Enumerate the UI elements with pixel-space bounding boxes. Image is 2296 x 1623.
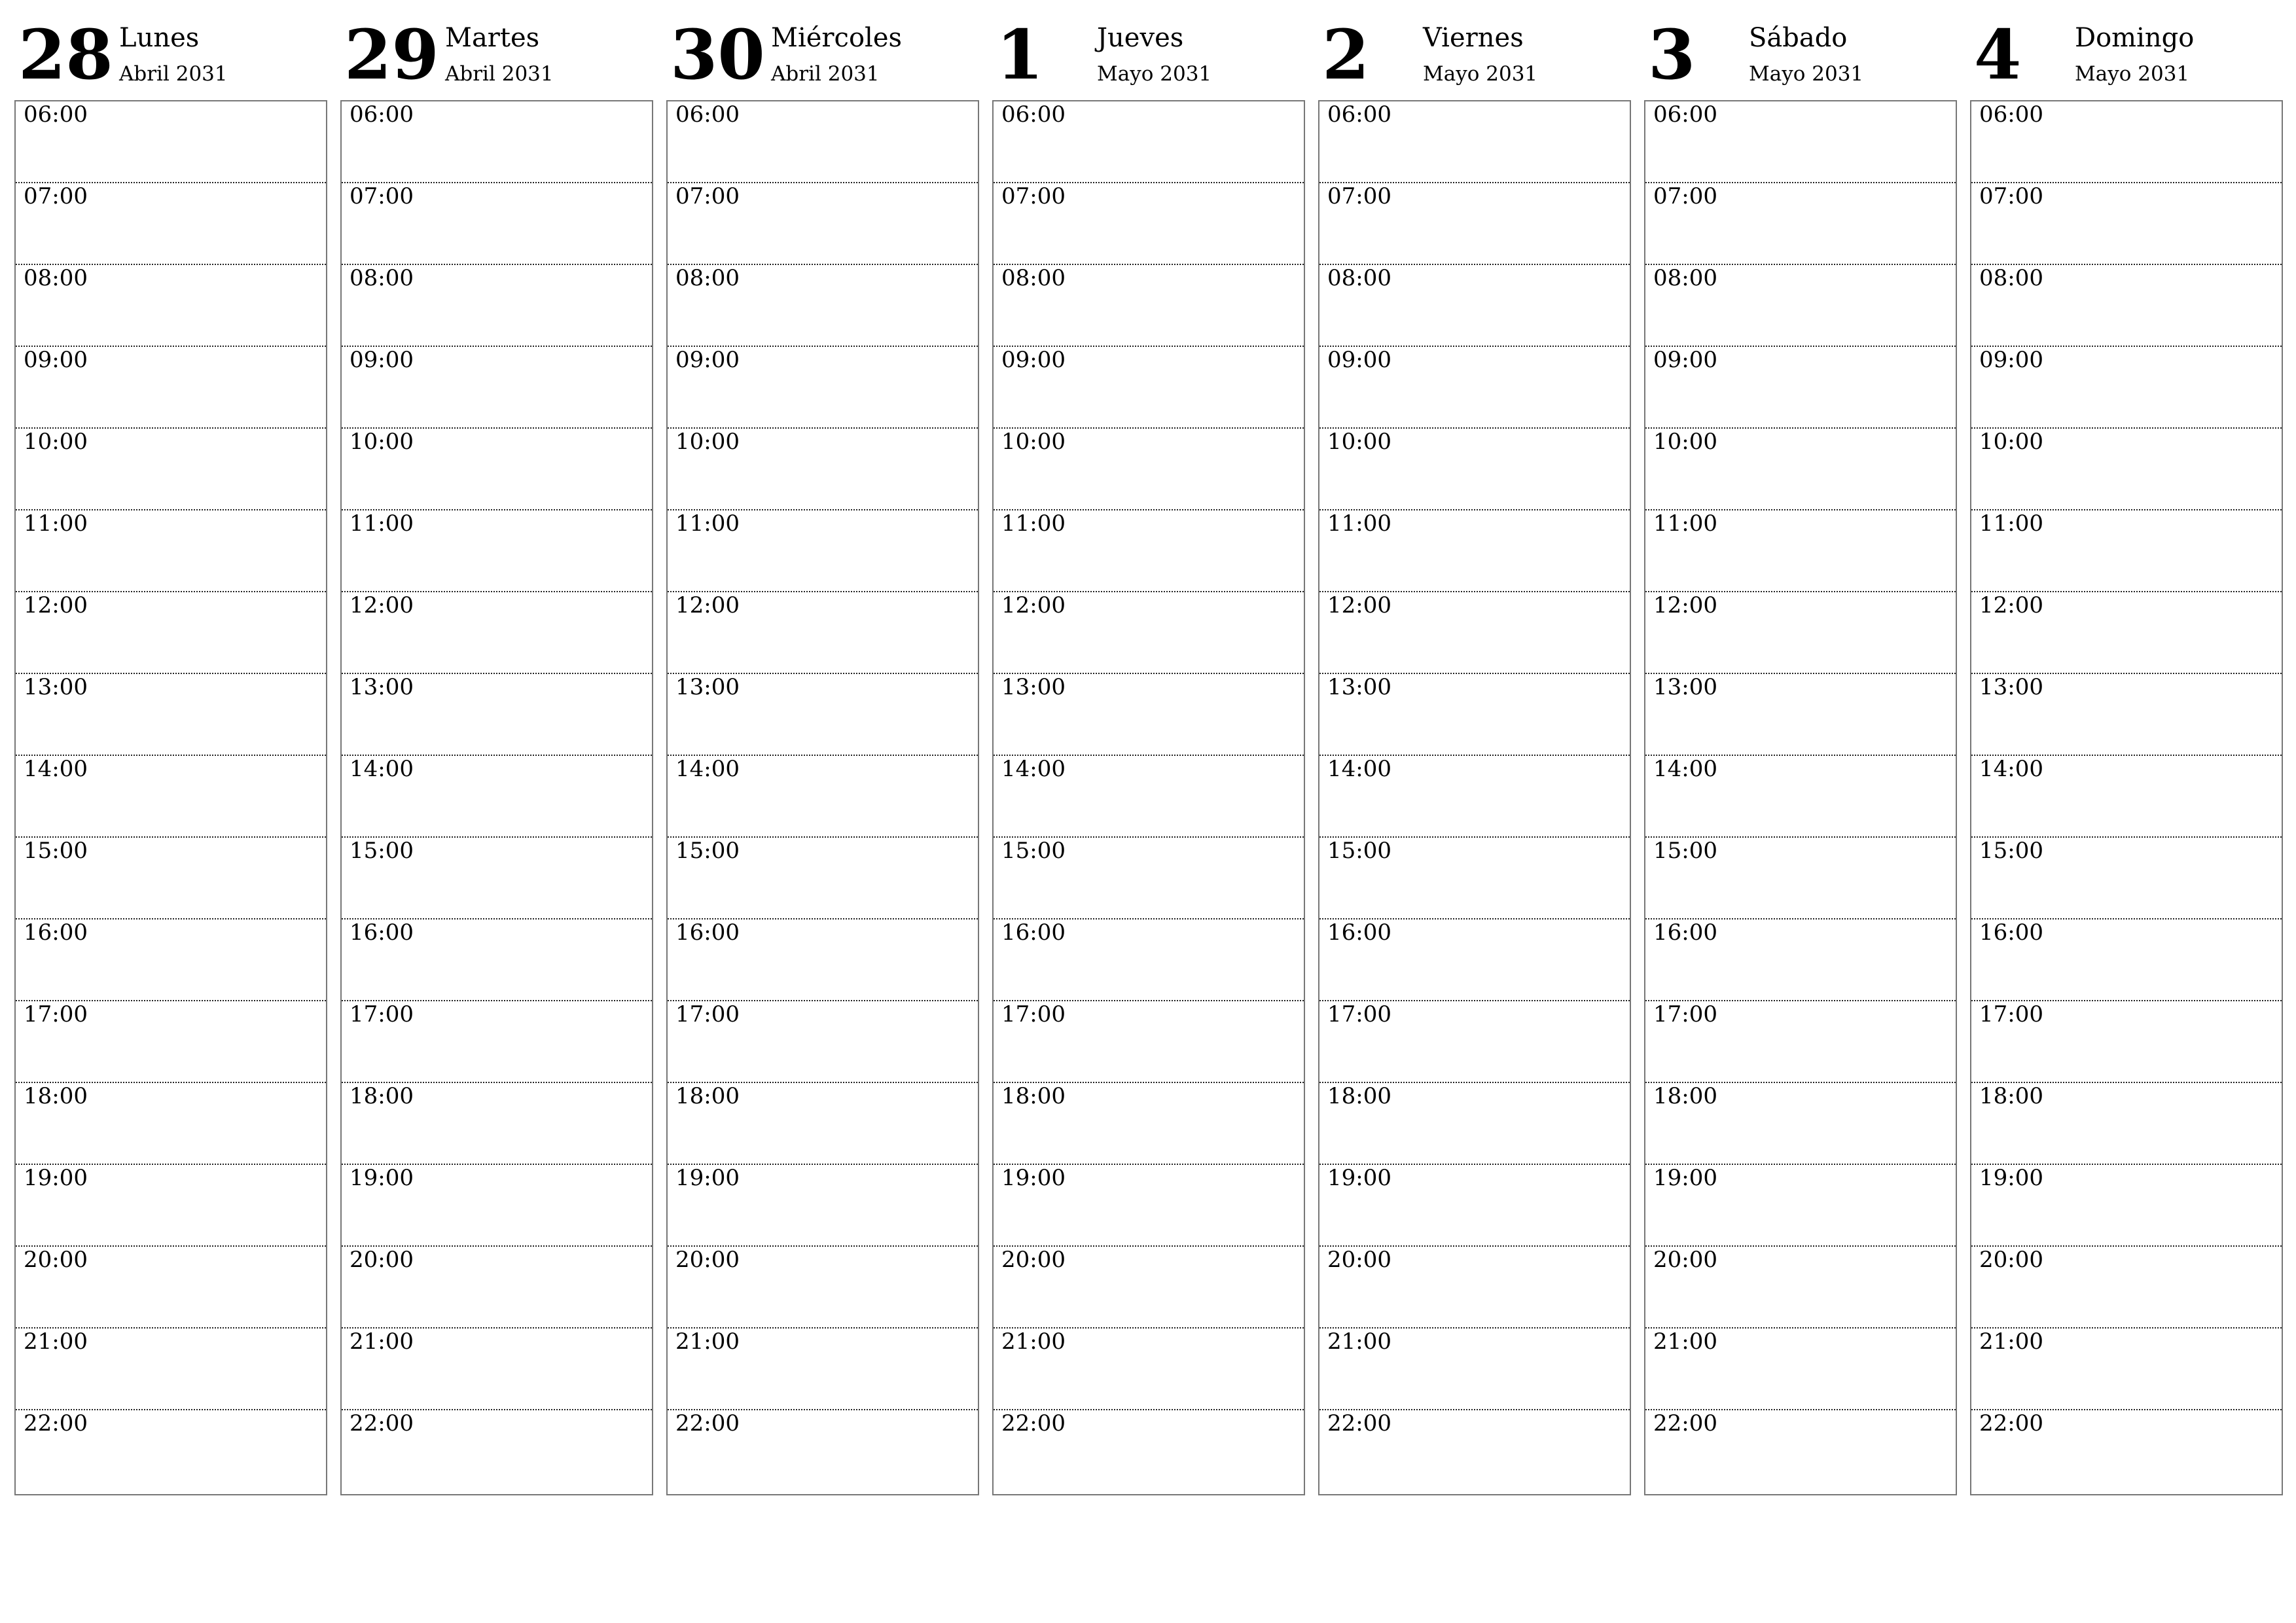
- hour-slot: [994, 101, 1304, 183]
- hour-label: 11:00: [675, 510, 740, 537]
- hour-label: 18:00: [1327, 1083, 1391, 1109]
- hour-slot: [342, 265, 652, 347]
- hour-slot: [1319, 510, 1630, 592]
- hour-label: 09:00: [1327, 347, 1391, 373]
- hour-label: 18:00: [350, 1083, 414, 1109]
- hour-slot: [1319, 674, 1630, 756]
- hour-label: 16:00: [675, 919, 740, 946]
- hour-slot: [668, 347, 978, 429]
- day-month-year: Abril 2031: [445, 62, 554, 86]
- hour-slot: [1319, 1329, 1630, 1410]
- hour-slot: [1971, 183, 2282, 265]
- hour-slot: [16, 1247, 326, 1329]
- hour-slot: [1319, 838, 1630, 919]
- hour-label: 07:00: [1001, 183, 1066, 209]
- hour-slot: [1645, 429, 1956, 510]
- hour-label: 18:00: [24, 1083, 88, 1109]
- hour-slot: [16, 838, 326, 919]
- hour-slot: [1319, 429, 1630, 510]
- hour-slot: [1971, 838, 2282, 919]
- hour-label: 08:00: [1653, 265, 1717, 291]
- hour-slot: [16, 265, 326, 347]
- hour-slot: [16, 101, 326, 183]
- hour-label: 06:00: [1979, 101, 2043, 128]
- hour-slot: [994, 592, 1304, 674]
- hour-label: 08:00: [350, 265, 414, 291]
- hour-label: 20:00: [675, 1247, 740, 1273]
- day-month-year: Abril 2031: [771, 62, 880, 86]
- hour-label: 14:00: [350, 756, 414, 782]
- day-schedule-box: [14, 100, 327, 1495]
- hour-slot: [994, 510, 1304, 592]
- hour-label: 11:00: [1001, 510, 1066, 537]
- hour-slot: [342, 1329, 652, 1410]
- hour-label: 19:00: [24, 1165, 88, 1191]
- hour-label: 08:00: [1327, 265, 1391, 291]
- hour-slot: [342, 1083, 652, 1165]
- hour-slot: [994, 1247, 1304, 1329]
- hour-slot: [16, 1165, 326, 1247]
- hour-label: 19:00: [675, 1165, 740, 1191]
- day-schedule-box: [1318, 100, 1631, 1495]
- day-name: Sábado: [1749, 23, 1848, 53]
- hour-slot: [994, 347, 1304, 429]
- hour-label: 07:00: [350, 183, 414, 209]
- hour-label: 22:00: [1001, 1410, 1066, 1436]
- hour-label: 13:00: [350, 674, 414, 700]
- hour-slot: [1645, 1083, 1956, 1165]
- hour-slot: [668, 510, 978, 592]
- hour-label: 20:00: [1979, 1247, 2043, 1273]
- hour-label: 22:00: [1327, 1410, 1391, 1436]
- hour-slot: [16, 756, 326, 838]
- hour-slot: [342, 510, 652, 592]
- hour-slot: [668, 1001, 978, 1083]
- day-name: Lunes: [119, 23, 200, 53]
- hour-slot: [342, 838, 652, 919]
- hour-label: 14:00: [1979, 756, 2043, 782]
- day-schedule-box: [666, 100, 979, 1495]
- day-name: Miércoles: [771, 23, 903, 53]
- hour-label: 15:00: [1001, 838, 1066, 864]
- hour-label: 09:00: [1979, 347, 2043, 373]
- hour-label: 16:00: [1979, 919, 2043, 946]
- hour-slot: [342, 756, 652, 838]
- hour-label: 17:00: [1653, 1001, 1717, 1027]
- hour-label: 15:00: [675, 838, 740, 864]
- day-number: 30: [670, 14, 765, 95]
- hour-slot: [16, 347, 326, 429]
- hour-slot: [1319, 101, 1630, 183]
- hour-label: 19:00: [1327, 1165, 1391, 1191]
- day-header: [1970, 14, 2283, 93]
- hour-label: 18:00: [675, 1083, 740, 1109]
- hour-label: 13:00: [24, 674, 88, 700]
- hour-label: 08:00: [1979, 265, 2043, 291]
- hour-slot: [994, 1083, 1304, 1165]
- hour-slot: [668, 919, 978, 1001]
- hour-label: 14:00: [1327, 756, 1391, 782]
- hour-slot: [668, 1083, 978, 1165]
- hour-label: 11:00: [1327, 510, 1391, 537]
- hour-slot: [1971, 1001, 2282, 1083]
- hour-label: 06:00: [1327, 101, 1391, 128]
- hour-slot: [994, 674, 1304, 756]
- hour-slot: [1971, 919, 2282, 1001]
- hour-slot: [16, 510, 326, 592]
- hour-slot: [1319, 756, 1630, 838]
- hour-label: 10:00: [350, 429, 414, 455]
- hour-label: 21:00: [350, 1329, 414, 1355]
- day-number: 1: [996, 14, 1044, 95]
- hour-slot: [342, 1247, 652, 1329]
- day-header: [14, 14, 327, 93]
- hour-slot: [668, 1247, 978, 1329]
- hour-label: 17:00: [675, 1001, 740, 1027]
- hour-label: 21:00: [675, 1329, 740, 1355]
- hour-slot: [1971, 1247, 2282, 1329]
- day-month-year: Mayo 2031: [1423, 62, 1538, 86]
- hour-slot: [668, 265, 978, 347]
- hour-label: 14:00: [675, 756, 740, 782]
- hour-label: 21:00: [24, 1329, 88, 1355]
- day-header: [1644, 14, 1957, 93]
- hour-slot: [994, 838, 1304, 919]
- hour-label: 15:00: [1979, 838, 2043, 864]
- hour-label: 16:00: [350, 919, 414, 946]
- hour-label: 10:00: [1001, 429, 1066, 455]
- hour-label: 17:00: [1001, 1001, 1066, 1027]
- hour-slot: [668, 1329, 978, 1410]
- hour-slot: [1319, 347, 1630, 429]
- hour-label: 18:00: [1979, 1083, 2043, 1109]
- hour-slot: [1645, 756, 1956, 838]
- hour-slot: [342, 919, 652, 1001]
- hour-slot: [1971, 1165, 2282, 1247]
- hour-label: 22:00: [675, 1410, 740, 1436]
- hour-label: 12:00: [1001, 592, 1066, 618]
- hour-label: 19:00: [350, 1165, 414, 1191]
- hour-label: 09:00: [675, 347, 740, 373]
- hour-label: 22:00: [1653, 1410, 1717, 1436]
- hour-slot: [994, 919, 1304, 1001]
- hour-label: 16:00: [1327, 919, 1391, 946]
- hour-label: 15:00: [1653, 838, 1717, 864]
- hour-slot: [1971, 674, 2282, 756]
- hour-slot: [1645, 919, 1956, 1001]
- hour-label: 10:00: [675, 429, 740, 455]
- day-month-year: Abril 2031: [119, 62, 228, 86]
- hour-label: 12:00: [1653, 592, 1717, 618]
- hour-slot: [1971, 592, 2282, 674]
- hour-label: 06:00: [1001, 101, 1066, 128]
- day-header: [340, 14, 653, 93]
- hour-label: 17:00: [350, 1001, 414, 1027]
- hour-label: 20:00: [1001, 1247, 1066, 1273]
- hour-label: 17:00: [1979, 1001, 2043, 1027]
- hour-slot: [1319, 919, 1630, 1001]
- hour-slot: [342, 101, 652, 183]
- hour-slot: [342, 183, 652, 265]
- hour-slot: [342, 347, 652, 429]
- hour-label: 14:00: [24, 756, 88, 782]
- hour-slot: [1645, 1001, 1956, 1083]
- hour-slot: [16, 183, 326, 265]
- hour-label: 06:00: [1653, 101, 1717, 128]
- hour-label: 19:00: [1979, 1165, 2043, 1191]
- hour-slot: [1971, 1410, 2282, 1492]
- day-name: Martes: [445, 23, 540, 53]
- hour-label: 13:00: [675, 674, 740, 700]
- hour-slot: [1971, 101, 2282, 183]
- hour-label: 20:00: [1327, 1247, 1391, 1273]
- day-month-year: Mayo 2031: [2075, 62, 2190, 86]
- hour-label: 07:00: [24, 183, 88, 209]
- hour-slot: [1645, 1410, 1956, 1492]
- hour-label: 21:00: [1327, 1329, 1391, 1355]
- day-number: 3: [1648, 14, 1696, 95]
- hour-slot: [994, 429, 1304, 510]
- hour-slot: [668, 674, 978, 756]
- hour-label: 12:00: [1979, 592, 2043, 618]
- hour-label: 11:00: [1979, 510, 2043, 537]
- hour-label: 09:00: [1001, 347, 1066, 373]
- hour-label: 21:00: [1653, 1329, 1717, 1355]
- hour-slot: [1645, 1247, 1956, 1329]
- hour-label: 16:00: [1653, 919, 1717, 946]
- hour-slot: [342, 1410, 652, 1492]
- hour-label: 20:00: [350, 1247, 414, 1273]
- hour-slot: [1645, 510, 1956, 592]
- day-name: Viernes: [1423, 23, 1524, 53]
- hour-slot: [668, 592, 978, 674]
- hour-label: 20:00: [1653, 1247, 1717, 1273]
- hour-slot: [16, 1329, 326, 1410]
- hour-slot: [1645, 183, 1956, 265]
- hour-slot: [668, 1410, 978, 1492]
- hour-slot: [16, 674, 326, 756]
- hour-slot: [1971, 1329, 2282, 1410]
- day-schedule-box: [992, 100, 1305, 1495]
- hour-label: 15:00: [350, 838, 414, 864]
- hour-slot: [342, 674, 652, 756]
- hour-label: 09:00: [24, 347, 88, 373]
- hour-label: 19:00: [1653, 1165, 1717, 1191]
- hour-label: 14:00: [1653, 756, 1717, 782]
- hour-slot: [994, 1001, 1304, 1083]
- hour-label: 16:00: [24, 919, 88, 946]
- hour-slot: [1645, 347, 1956, 429]
- hour-slot: [668, 756, 978, 838]
- hour-label: 15:00: [1327, 838, 1391, 864]
- hour-slot: [1319, 1165, 1630, 1247]
- day-number: 4: [1974, 14, 2022, 95]
- hour-slot: [1645, 674, 1956, 756]
- hour-slot: [342, 429, 652, 510]
- hour-slot: [668, 183, 978, 265]
- hour-slot: [1971, 1083, 2282, 1165]
- hour-label: 13:00: [1327, 674, 1391, 700]
- hour-label: 06:00: [24, 101, 88, 128]
- day-schedule-box: [340, 100, 653, 1495]
- hour-slot: [1319, 1001, 1630, 1083]
- hour-label: 10:00: [1979, 429, 2043, 455]
- hour-label: 12:00: [24, 592, 88, 618]
- hour-slot: [668, 101, 978, 183]
- hour-slot: [16, 1410, 326, 1492]
- hour-label: 19:00: [1001, 1165, 1066, 1191]
- day-name: Domingo: [2075, 23, 2195, 53]
- hour-slot: [1645, 1329, 1956, 1410]
- hour-slot: [342, 1001, 652, 1083]
- hour-slot: [1319, 1247, 1630, 1329]
- day-number: 29: [344, 14, 439, 95]
- day-name: Jueves: [1097, 23, 1184, 53]
- hour-label: 20:00: [24, 1247, 88, 1273]
- hour-label: 22:00: [1979, 1410, 2043, 1436]
- hour-label: 12:00: [350, 592, 414, 618]
- hour-slot: [16, 919, 326, 1001]
- hour-slot: [994, 1165, 1304, 1247]
- day-schedule-box: [1644, 100, 1957, 1495]
- hour-slot: [1319, 592, 1630, 674]
- hour-label: 21:00: [1979, 1329, 2043, 1355]
- hour-label: 17:00: [24, 1001, 88, 1027]
- hour-slot: [1645, 1165, 1956, 1247]
- hour-slot: [1971, 265, 2282, 347]
- hour-slot: [994, 756, 1304, 838]
- hour-slot: [1645, 101, 1956, 183]
- hour-slot: [1319, 265, 1630, 347]
- hour-label: 17:00: [1327, 1001, 1391, 1027]
- hour-slot: [16, 1001, 326, 1083]
- hour-label: 22:00: [24, 1410, 88, 1436]
- hour-slot: [16, 592, 326, 674]
- day-month-year: Mayo 2031: [1097, 62, 1212, 86]
- hour-slot: [668, 838, 978, 919]
- hour-label: 07:00: [1327, 183, 1391, 209]
- hour-slot: [16, 429, 326, 510]
- day-header: [666, 14, 979, 93]
- hour-label: 13:00: [1001, 674, 1066, 700]
- hour-label: 13:00: [1653, 674, 1717, 700]
- day-month-year: Mayo 2031: [1749, 62, 1864, 86]
- hour-label: 09:00: [1653, 347, 1717, 373]
- day-header: [992, 14, 1305, 93]
- hour-slot: [994, 265, 1304, 347]
- hour-slot: [994, 1410, 1304, 1492]
- hour-label: 16:00: [1001, 919, 1066, 946]
- hour-slot: [1971, 756, 2282, 838]
- hour-label: 08:00: [1001, 265, 1066, 291]
- hour-label: 18:00: [1001, 1083, 1066, 1109]
- hour-label: 14:00: [1001, 756, 1066, 782]
- hour-label: 12:00: [1327, 592, 1391, 618]
- day-number: 2: [1322, 14, 1370, 95]
- hour-slot: [1645, 592, 1956, 674]
- day-header: [1318, 14, 1631, 93]
- day-number: 28: [18, 14, 113, 95]
- hour-slot: [342, 592, 652, 674]
- hour-label: 10:00: [1653, 429, 1717, 455]
- hour-label: 11:00: [350, 510, 414, 537]
- day-schedule-box: [1970, 100, 2283, 1495]
- hour-label: 06:00: [675, 101, 740, 128]
- hour-label: 15:00: [24, 838, 88, 864]
- hour-slot: [1971, 510, 2282, 592]
- hour-label: 21:00: [1001, 1329, 1066, 1355]
- hour-label: 09:00: [350, 347, 414, 373]
- hour-label: 11:00: [1653, 510, 1717, 537]
- hour-slot: [1319, 1410, 1630, 1492]
- hour-label: 11:00: [24, 510, 88, 537]
- hour-label: 07:00: [1653, 183, 1717, 209]
- hour-label: 22:00: [350, 1410, 414, 1436]
- hour-label: 08:00: [675, 265, 740, 291]
- hour-slot: [994, 1329, 1304, 1410]
- hour-slot: [668, 429, 978, 510]
- hour-label: 18:00: [1653, 1083, 1717, 1109]
- hour-label: 13:00: [1979, 674, 2043, 700]
- hour-slot: [668, 1165, 978, 1247]
- hour-slot: [342, 1165, 652, 1247]
- hour-slot: [1319, 1083, 1630, 1165]
- hour-slot: [1971, 429, 2282, 510]
- hour-slot: [1645, 265, 1956, 347]
- hour-slot: [1319, 183, 1630, 265]
- hour-label: 08:00: [24, 265, 88, 291]
- hour-label: 10:00: [1327, 429, 1391, 455]
- hour-slot: [994, 183, 1304, 265]
- hour-label: 12:00: [675, 592, 740, 618]
- hour-slot: [1971, 347, 2282, 429]
- hour-label: 10:00: [24, 429, 88, 455]
- hour-label: 06:00: [350, 101, 414, 128]
- hour-label: 07:00: [1979, 183, 2043, 209]
- hour-label: 07:00: [675, 183, 740, 209]
- hour-slot: [1645, 838, 1956, 919]
- hour-slot: [16, 1083, 326, 1165]
